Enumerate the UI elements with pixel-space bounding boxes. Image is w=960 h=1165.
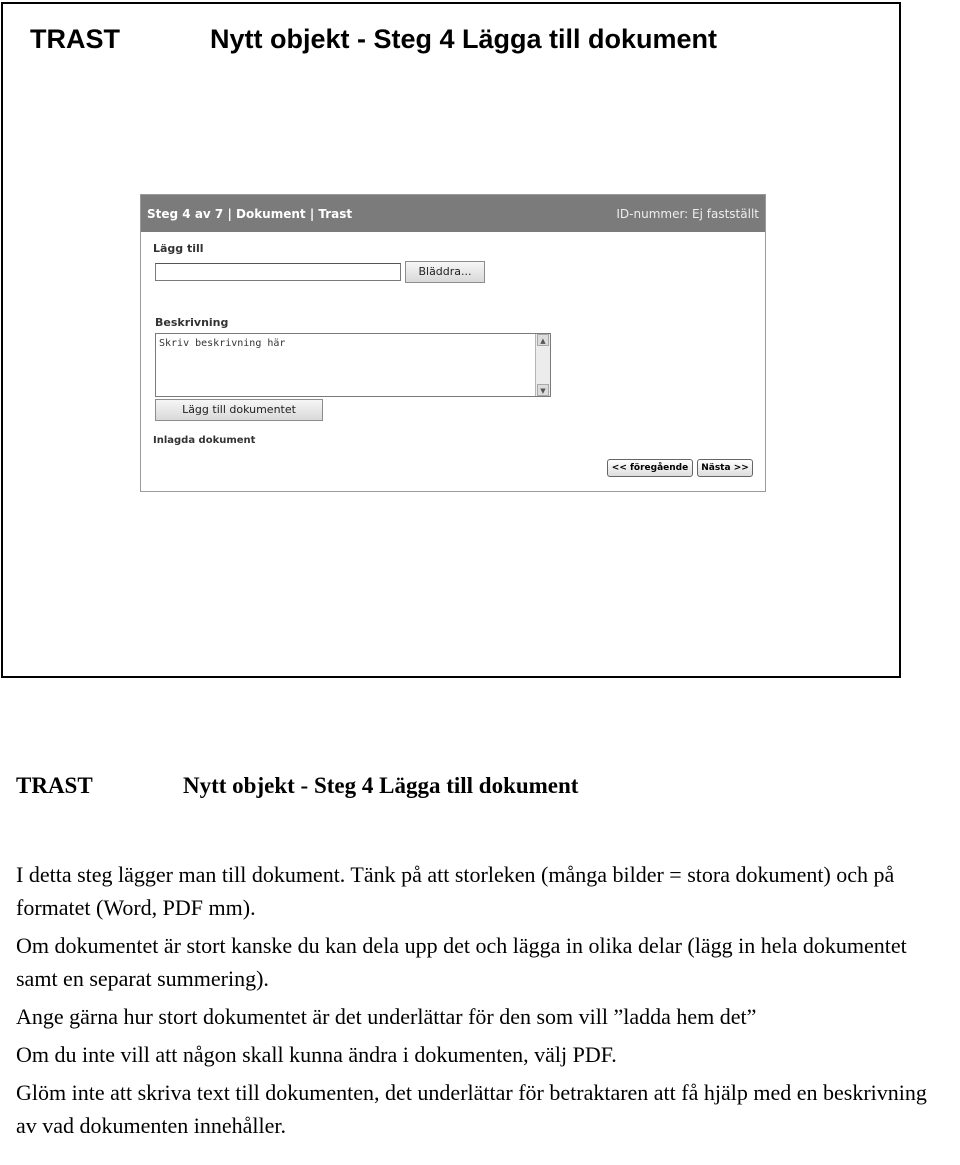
add-label: Lägg till — [153, 242, 204, 255]
description-label: Beskrivning — [155, 316, 229, 329]
next-button[interactable]: Nästa >> — [697, 459, 753, 477]
scroll-up-icon[interactable]: ▲ — [537, 334, 549, 346]
file-path-input[interactable] — [155, 263, 401, 281]
scroll-down-icon[interactable]: ▼ — [537, 384, 549, 396]
step-breadcrumb: Steg 4 av 7 | Dokument | Trast — [147, 207, 353, 221]
slide-frame — [1, 2, 901, 678]
description-placeholder: Skriv beskrivning här — [159, 338, 286, 349]
notes-paragraph: I detta steg lägger man till dokument. Tänk på att storleken (många bilder = stora dokument) och på formatet (Word, PDF mm). — [16, 862, 895, 920]
notes-heading: Nytt objekt - Steg 4 Lägga till dokument — [183, 773, 579, 798]
added-documents-label: Inlagda dokument — [153, 435, 256, 446]
notes-paragraph: Om dokumentet är stort kanske du kan dela upp det och lägga in olika delar (lägg in hela dokumentet samt en separat summering). — [16, 933, 907, 991]
step-title-bar — [141, 195, 765, 232]
browse-button[interactable]: Bläddra... — [405, 261, 485, 283]
description-textarea[interactable] — [155, 333, 551, 397]
id-number-info: ID-nummer: Ej fastställt — [616, 207, 759, 221]
add-document-button[interactable]: Lägg till dokumentet — [155, 399, 323, 421]
previous-button[interactable]: << föregående — [607, 459, 693, 477]
slide-heading: Nytt objekt - Steg 4 Lägga till dokument — [210, 24, 718, 54]
notes-paragraph: Ange gärna hur stort dokumentet är det underlättar för den som vill ”ladda hem det” — [16, 1004, 757, 1029]
notes-brand: TRAST — [16, 773, 93, 798]
notes-paragraph: Om du inte vill att någon skall kunna ändra i dokumenten, välj PDF. — [16, 1042, 617, 1067]
speaker-notes — [16, 858, 951, 1147]
textarea-scrollbar[interactable] — [535, 334, 550, 396]
notes-paragraph: Glöm inte att skriva text till dokumenten, det underlättar för betraktaren att få hjälp med en beskrivning av vad dokumenten innehåller. — [16, 1080, 927, 1138]
form-screenshot — [140, 194, 766, 492]
slide-brand: TRAST — [30, 24, 120, 54]
